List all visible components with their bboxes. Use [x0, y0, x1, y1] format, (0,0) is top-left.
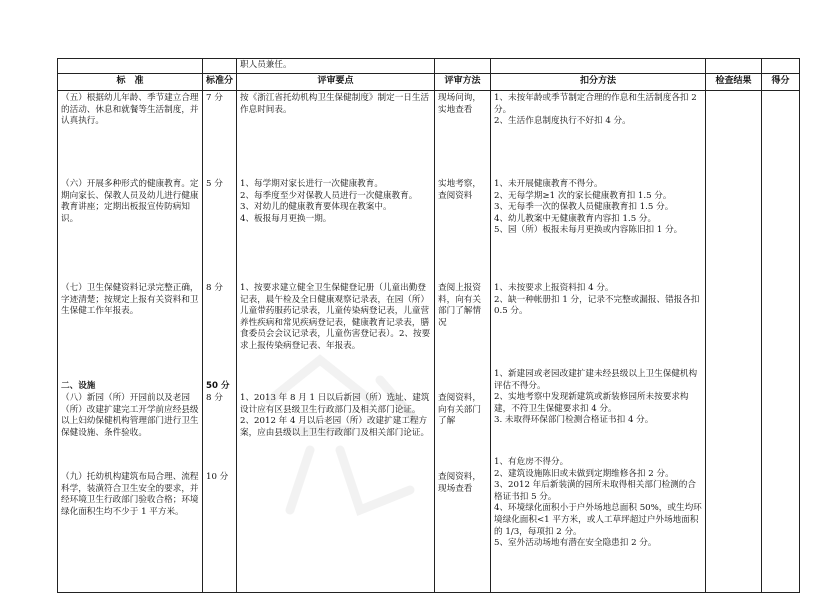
deduction-item: 2、建筑设施陈旧或未做到定期维修各扣 2 分。: [494, 468, 674, 479]
method-6: 实地考察，查阅资料: [438, 179, 481, 201]
method-9: 查阅资料，现场查看: [438, 472, 481, 494]
header-review-points: 评审要点: [237, 74, 435, 91]
deductions-6: [494, 179, 702, 237]
score-8: 8 分: [206, 393, 223, 403]
section-title-facilities: 二、设施: [61, 381, 96, 391]
score-6: 5 分: [206, 179, 223, 189]
score-9: 10 分: [206, 472, 229, 482]
deduction-item: 4、环境绿化面积小于户外场地总面积 50%，或生均环境绿化面积<1 平方米，或人工草坪超过户外场地面积的 1/3，每项扣 2 分。: [494, 503, 702, 537]
points-6-item: 3、对幼儿的健康教育要体现在教案中。: [240, 202, 392, 213]
method-5: 现场问询，实地查看: [438, 93, 481, 115]
deduction-item: 2、无每学期≥1 次的家长健康教育扣 1.5 分。: [494, 190, 672, 201]
deductions-8: [494, 369, 702, 427]
points-8: [240, 393, 431, 439]
method-7: 查阅上报资料，向有关部门了解情况: [438, 283, 481, 328]
deductions-7: [494, 283, 702, 318]
score-5: 7 分: [206, 93, 223, 103]
check-result-column: [706, 91, 762, 593]
deduction-item: 2、缺一种帐册扣 1 分，记录不完整或漏报、错报各扣 0.5 分。: [494, 294, 700, 317]
scoring-table-sheet: [57, 58, 800, 593]
continuation-row: [58, 59, 800, 74]
points-earned-column: [762, 91, 800, 593]
deduction-item: 1、未开展健康教育不得分。: [494, 179, 603, 189]
deduction-item: 1、有危房不得分。: [494, 457, 569, 467]
score-facilities: 50 分: [206, 381, 230, 391]
header-row: [58, 74, 800, 91]
deduction-item: 5、园（所）板报未每月更换或内容陈旧扣 1 分。: [494, 225, 683, 236]
points-5: 按《浙江省托幼机构卫生保健制度》制定一日生活作息时间表。: [240, 93, 430, 115]
review-method-column: [435, 91, 491, 593]
deduction-item: 1、未按年龄或季节制定合理的作息和生活制度各扣 2 分。: [494, 93, 697, 115]
method-8: 查阅资料，向有关部门了解: [438, 393, 481, 427]
deduction-item: 1、未按要求上报资料扣 4 分。: [494, 283, 614, 293]
header-deduction-method: 扣分方法: [491, 74, 706, 91]
header-points-earned: 得分: [762, 74, 800, 91]
standard-7: （七）卫生保健资料记录完整正确，字迹清楚；按规定上报有关资料和卫生保健工作年报表。: [61, 283, 199, 317]
deduction-item: 1、新建园或老园改建扩建未经县级以上卫生保健机构评估不得分。: [494, 369, 698, 391]
standard-6: （六）开展多种形式的健康教育。定期向家长、保教人员及幼儿进行健康教育讲座；定期出板报宣传防病知识。: [61, 179, 199, 224]
deduction-item: 3、无每季一次的保教人员健康教育扣 1.5 分。: [494, 202, 674, 213]
header-review-method: 评审方法: [435, 74, 491, 91]
header-standard: 标 准: [58, 74, 203, 91]
deductions-5: [494, 93, 702, 128]
points-6-item: 1、每学期对家长进行一次健康教育。: [240, 179, 383, 189]
points-6-item: 2、每季度至少对保教人员进行一次健康教育。: [240, 190, 418, 201]
standard-9: （九）托幼机构建筑布局合理、流程科学，装潢符合卫生安全的要求，并经环境卫生行政部门验收合格；环境绿化面积生均不少于 1 平方米。: [61, 472, 199, 517]
score-7: 8 分: [206, 283, 223, 293]
deduction-method-column: [491, 91, 706, 593]
deduction-item: 4、幼儿教案中无健康教育内容扣 1.5 分。: [494, 213, 657, 224]
points-6: [240, 179, 431, 225]
review-points-column: [237, 91, 435, 593]
body-row: [58, 91, 800, 593]
standard-column: [58, 91, 203, 593]
deductions-9: [494, 457, 702, 550]
points-7: 1、按要求建立健全卫生保健登记册（儿童出勤登记表，晨午检及全日健康观察记录表，在园（所）儿童带药服药记录表，儿童传染病登记表，儿童营养性疾病和常见疾病登记表，健康教育记录表，膳食委员会会议记录表，儿童伤害登记表）。2、按要求上报传染病登记表、年报表。: [240, 283, 431, 351]
scoring-table: [57, 58, 800, 593]
continuation-text: 职人员兼任。: [237, 59, 435, 74]
deduction-item: 5、室外活动场地有潜在安全隐患扣 2 分。: [494, 538, 657, 549]
points-6-item: 4、板报每月更换一期。: [240, 213, 332, 224]
header-score: 标准分: [203, 74, 237, 91]
deduction-item: 2、生活作息制度执行不好扣 4 分。: [494, 116, 631, 127]
points-8-item: 2、2012 年 4 月以后老园（所）改建扩建工程方案，应由县级以上卫生行政部门及相关部门论证。: [240, 416, 430, 438]
score-column: [203, 91, 237, 593]
deduction-item: 3、2012 年后新装潢的园所未取得相关部门检测的合格证书扣 5 分。: [494, 480, 696, 502]
deduction-item: 2、实地考察中发现新建筑或新装修园所未按要求构建，不符卫生保健要求扣 4 分。: [494, 392, 689, 414]
points-8-item: 1、2013 年 8 月 1 日以后新园（所）选址、建筑设计应有区县级卫生行政部门及相关部门论证。: [240, 393, 430, 415]
standard-5: （五）根据幼儿年龄、季节建立合理的活动、休息和就餐等生活制度，并认真执行。: [61, 93, 199, 127]
standard-8: （八）新园（所）开园前以及老园（所）改建扩建完工开学前应经县级以上妇幼保健机构管理部门进行卫生保健设施、条件验收。: [61, 393, 199, 438]
deduction-item: 3. 未取得环保部门检测合格证书扣 4 分。: [494, 415, 654, 426]
header-check-result: 检查结果: [706, 74, 762, 91]
